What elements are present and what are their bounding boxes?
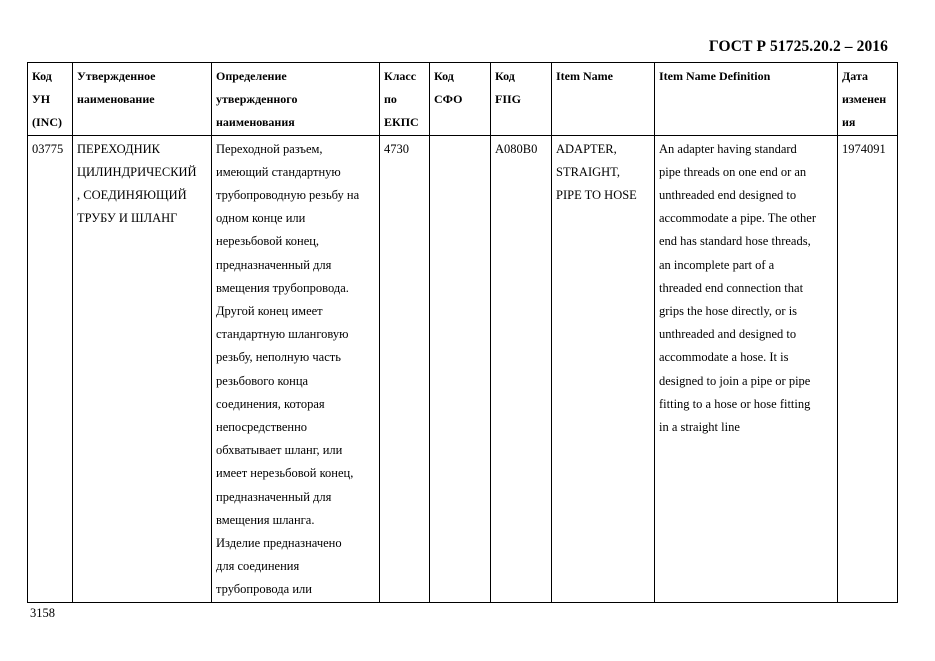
col-header-fiig-code: Код FIIG [491, 63, 552, 136]
page-number: 3158 [30, 606, 55, 620]
cell-inc: 03775 [28, 135, 73, 602]
col-header-ekps-class: Класс по ЕКПС [380, 63, 430, 136]
catalog-table [27, 62, 898, 603]
cell-ekps-class: 4730 [380, 135, 430, 602]
cell-approved-name: ПЕРЕХОДНИК ЦИЛИНДРИЧЕСКИЙ , СОЕДИНЯЮЩИЙ ТРУБУ И ШЛАНГ [73, 135, 212, 602]
col-header-item-name: Item Name [552, 63, 655, 136]
col-header-item-name-definition: Item Name Definition [655, 63, 838, 136]
col-header-change-date: Дата изменен ия [838, 63, 898, 136]
cell-sfo-code [430, 135, 491, 602]
document-standard-header: ГОСТ Р 51725.20.2 – 2016 [708, 38, 888, 55]
table-row [28, 135, 898, 602]
col-header-sfo-code: Код СФО [430, 63, 491, 136]
col-header-definition: Определение утвержденного наименования [212, 63, 380, 136]
table-header-row [28, 63, 898, 136]
cell-item-name-definition: An adapter having standard pipe threads on one end or an unthreaded end designed to accommodate a pipe. The other end has standard hose threads, an incomplete part of a threaded end connection that grips the hose directly, or is unthreaded and designed to accommodate a hose. It is designed to join a pipe or pipe fitting to a hose or hose fitting in a straight line [655, 135, 838, 602]
cell-change-date: 1974091 [838, 135, 898, 602]
cell-definition: Переходной разъем, имеющий стандартную трубопроводную резьбу на одном конце или нерезьбовой конец, предназначенный для вмещения трубопровода. Другой конец имеет стандартную шланговую резьбу, неполную часть резьбового конца соединения, которая непосредственно обхватывает шланг, или имеет нерезьбовой конец, предназначенный для вмещения шланга. Изделие предназначено для соединения трубопровода или [212, 135, 380, 602]
cell-item-name: ADAPTER, STRAIGHT, PIPE TO HOSE [552, 135, 655, 602]
cell-fiig-code: A080B0 [491, 135, 552, 602]
col-header-inc: Код УН (INC) [28, 63, 73, 136]
col-header-approved-name: Утвержденное наименование [73, 63, 212, 136]
